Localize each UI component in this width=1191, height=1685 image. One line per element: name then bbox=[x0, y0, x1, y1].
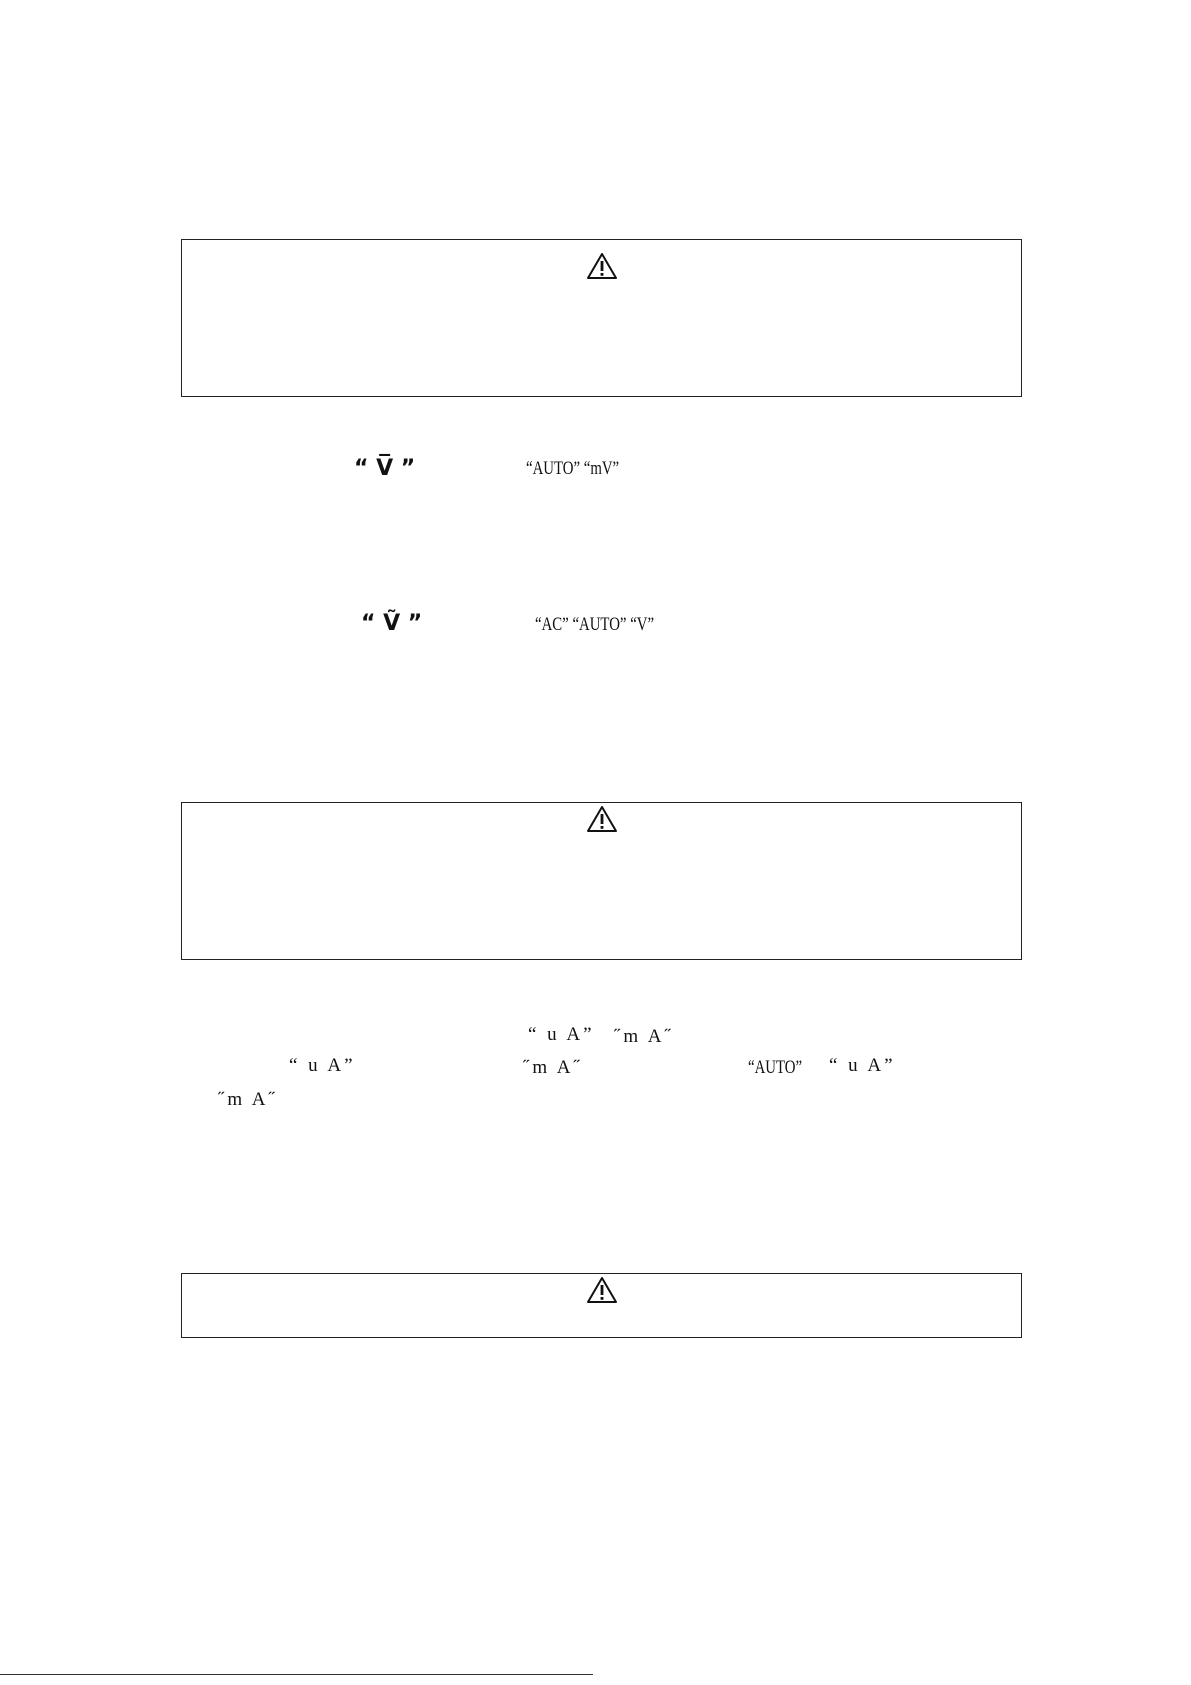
warning-box-1 bbox=[181, 239, 1022, 397]
warning-triangle-icon bbox=[586, 1276, 618, 1304]
ac-voltage-indicators: “AC” “AUTO” “V” bbox=[535, 614, 655, 635]
footnote-separator bbox=[0, 1674, 593, 1675]
auto-indicator-wrap bbox=[748, 1057, 817, 1079]
dc-voltage-indicators: “AUTO” “mV” bbox=[526, 458, 620, 479]
ac-voltage-indicators-wrap bbox=[535, 614, 688, 636]
current-unit-ma-3: ˝m A˝ bbox=[218, 1089, 278, 1110]
current-unit-ua-2: “ u A” bbox=[289, 1055, 356, 1076]
warning-box-3 bbox=[181, 1273, 1022, 1338]
current-unit-ma-2: ˝m A˝ bbox=[523, 1057, 583, 1078]
current-unit-ua-1: “ u A” bbox=[528, 1024, 595, 1045]
ac-voltage-symbol: “ Ṽ ” bbox=[361, 611, 423, 636]
dc-voltage-indicators-wrap bbox=[526, 458, 645, 480]
warning-triangle-icon bbox=[586, 805, 618, 833]
warning-box-2 bbox=[181, 802, 1022, 960]
current-unit-ua-3: “ u A” bbox=[829, 1055, 896, 1076]
current-unit-ma-1: ˝m A˝ bbox=[614, 1026, 674, 1047]
auto-indicator: “AUTO” bbox=[748, 1057, 803, 1078]
warning-triangle-icon bbox=[586, 252, 618, 280]
dc-voltage-symbol: “ V̅ ” bbox=[354, 456, 416, 481]
